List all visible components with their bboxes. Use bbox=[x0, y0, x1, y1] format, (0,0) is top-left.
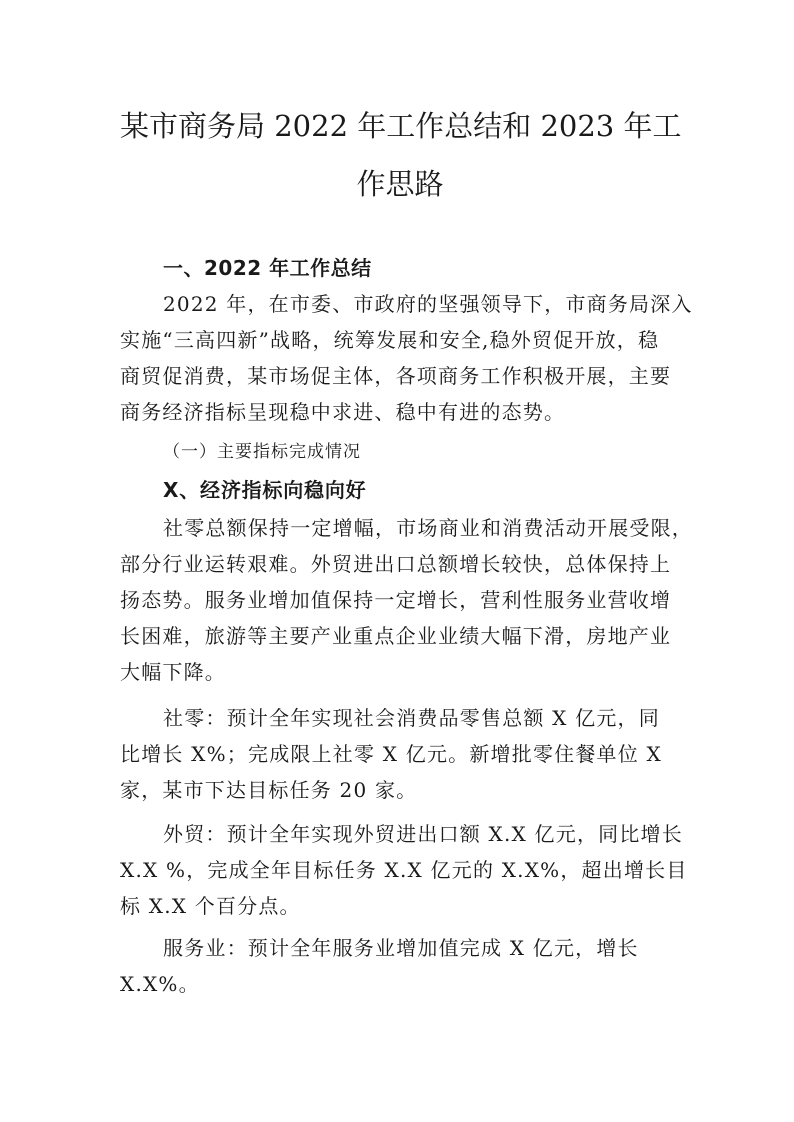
overview-line: 部分行业运转艰难。外贸进出口总额增长较快，总体保持上 bbox=[120, 552, 672, 576]
intro-line: 2022 年，在市委、市政府的坚强领导下，市商务局深入 bbox=[163, 292, 693, 316]
subsection-heading: （一）主要指标完成情况 bbox=[163, 442, 361, 462]
trade-line: 外贸：预计全年实现外贸进出口额 X.X 亿元，同比增长 bbox=[163, 822, 683, 846]
trade-line: 标 X.X 个百分点。 bbox=[120, 894, 301, 918]
overview-line: 扬态势。服务业增加值保持一定增长，营利性服务业营收增 bbox=[120, 588, 672, 612]
section-heading: 一、2022 年工作总结 bbox=[163, 256, 372, 280]
trade-line: X.X %，完成全年目标任务 X.X 亿元的 X.X%，超出增长目 bbox=[120, 858, 688, 882]
document-title-line-2: 作思路 bbox=[356, 167, 444, 201]
intro-line: 商务经济指标呈现稳中求进、稳中有进的态势。 bbox=[120, 400, 566, 424]
retail-line: 社零：预计全年实现社会消费品零售总额 X 亿元，同 bbox=[163, 706, 660, 730]
services-line: 服务业：预计全年服务业增加值完成 X 亿元，增长 bbox=[163, 936, 639, 960]
intro-line: 商贸促消费，某市场促主体，各项商务工作积极开展，主要 bbox=[120, 364, 672, 388]
overview-line: 社零总额保持一定增幅，市场商业和消费活动开展受限， bbox=[163, 516, 693, 540]
services-line: X.X%。 bbox=[120, 972, 200, 996]
intro-line: 实施“三高四新”战略，统筹发展和安全,稳外贸促开放，稳 bbox=[120, 328, 660, 352]
overview-line: 长困难，旅游等主要产业重点企业业绩大幅下滑，房地产业 bbox=[120, 624, 672, 648]
overview-line: 大幅下降。 bbox=[120, 660, 226, 684]
point-heading: X、经济指标向稳向好 bbox=[163, 478, 367, 502]
retail-line: 比增长 X%；完成限上社零 X 亿元。新增批零住餐单位 X bbox=[120, 742, 662, 766]
retail-line: 家，某市下达目标任务 20 家。 bbox=[120, 778, 418, 802]
document-title-line-1: 某市商务局 2022 年工作总结和 2023 年工 bbox=[120, 109, 682, 143]
